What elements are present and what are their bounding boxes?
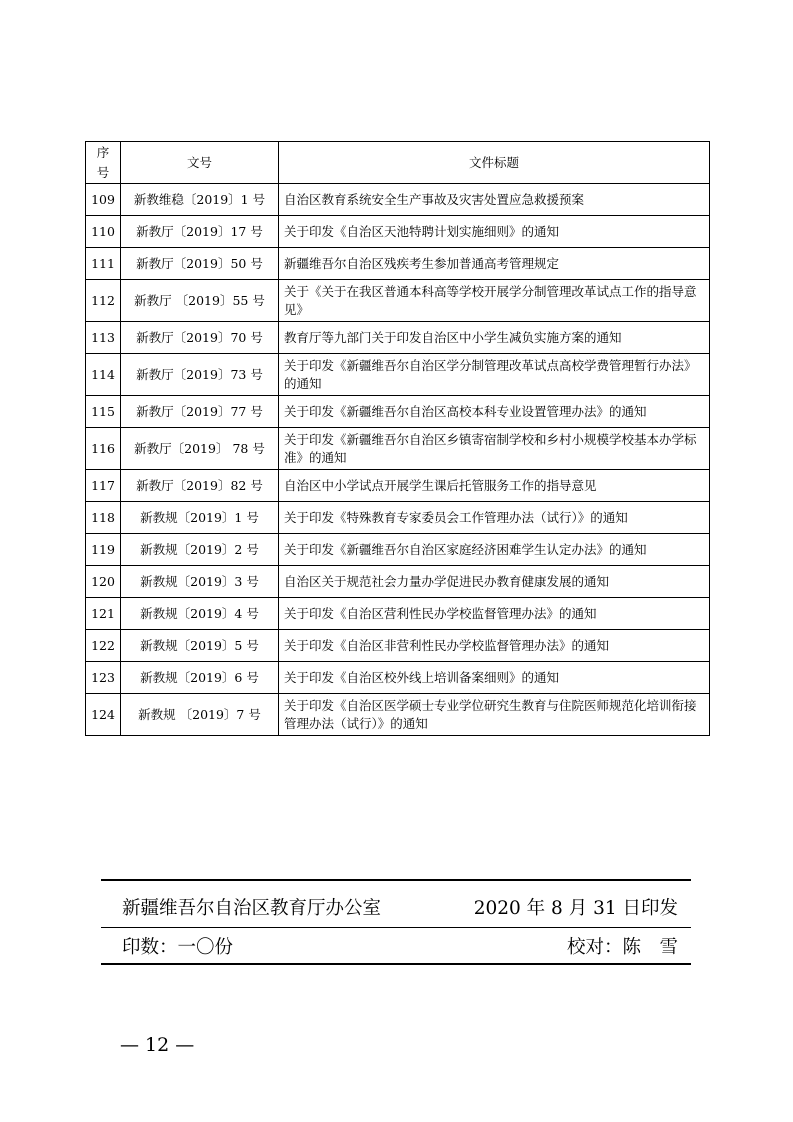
row-serial: 119: [86, 534, 121, 566]
row-serial: 116: [86, 428, 121, 470]
table-row: [86, 630, 710, 662]
row-title: 关于印发《自治区医学硕士专业学位研究生教育与住院医师规范化培训衔接管理办法（试行）》的通知: [279, 694, 710, 736]
table-row: [86, 470, 710, 502]
row-serial: 112: [86, 280, 121, 322]
row-title: 关于印发《自治区天池特聘计划实施细则》的通知: [279, 216, 710, 248]
row-serial: 124: [86, 694, 121, 736]
table-header-row: [86, 142, 710, 184]
table-row: [86, 184, 710, 216]
row-doc-number: 新教维稳〔2019〕1 号: [121, 184, 279, 216]
row-doc-number: 新教规〔2019〕6 号: [121, 662, 279, 694]
row-doc-number: 新教规〔2019〕2 号: [121, 534, 279, 566]
row-title: 关于印发《新疆维吾尔自治区学分制管理改革试点高校学费管理暂行办法》的通知: [279, 354, 710, 396]
footer-middle-rule: [101, 927, 691, 928]
table-row: [86, 566, 710, 598]
page-number: — 12 —: [120, 1034, 195, 1056]
row-serial: 114: [86, 354, 121, 396]
row-doc-number: 新教厅〔2019〕50 号: [121, 248, 279, 280]
row-doc-number: 新教规〔2019〕1 号: [121, 502, 279, 534]
table-row: [86, 396, 710, 428]
table-row: [86, 662, 710, 694]
table-row: [86, 280, 710, 322]
footer-bottom-rule: [101, 963, 691, 965]
table-row: [86, 354, 710, 396]
row-serial: 115: [86, 396, 121, 428]
table-row: [86, 598, 710, 630]
row-doc-number: 新教厅〔2019〕 78 号: [121, 428, 279, 470]
footer-top-rule: [101, 879, 691, 881]
row-serial: 109: [86, 184, 121, 216]
header-document-number: 文号: [121, 142, 279, 184]
document-index-table: [85, 141, 710, 736]
row-doc-number: 新教厅〔2019〕70 号: [121, 322, 279, 354]
print-copies: 印数：一〇份: [122, 937, 234, 958]
row-doc-number: 新教规 〔2019〕7 号: [121, 694, 279, 736]
row-serial: 118: [86, 502, 121, 534]
row-serial: 117: [86, 470, 121, 502]
table-row: [86, 428, 710, 470]
table-row: [86, 322, 710, 354]
issue-date: 2020 年 8 月 31 日印发: [473, 898, 678, 919]
row-title: 自治区关于规范社会力量办学促进民办教育健康发展的通知: [279, 566, 710, 598]
row-doc-number: 新教厅〔2019〕77 号: [121, 396, 279, 428]
footer-issuer-row: [122, 892, 678, 922]
row-title: 关于印发《特殊教育专家委员会工作管理办法（试行）》的通知: [279, 502, 710, 534]
row-title: 自治区中小学试点开展学生课后托管服务工作的指导意见: [279, 470, 710, 502]
row-title: 关于印发《新疆维吾尔自治区乡镇寄宿制学校和乡村小规模学校基本办学标准》的通知: [279, 428, 710, 470]
row-serial: 121: [86, 598, 121, 630]
issuer-name: 新疆维吾尔自治区教育厅办公室: [122, 898, 382, 919]
table-row: [86, 534, 710, 566]
row-doc-number: 新教厅〔2019〕17 号: [121, 216, 279, 248]
row-title: 关于印发《自治区营利性民办学校监督管理办法》的通知: [279, 598, 710, 630]
row-serial: 123: [86, 662, 121, 694]
row-title: 自治区教育系统安全生产事故及灾害处置应急救援预案: [279, 184, 710, 216]
table-row: [86, 248, 710, 280]
row-title: 关于印发《新疆维吾尔自治区高校本科专业设置管理办法》的通知: [279, 396, 710, 428]
table-row: [86, 216, 710, 248]
header-serial-number: 序号: [86, 142, 121, 184]
row-doc-number: 新教厅〔2019〕82 号: [121, 470, 279, 502]
table-row: [86, 502, 710, 534]
table-row: [86, 694, 710, 736]
row-doc-number: 新教规〔2019〕3 号: [121, 566, 279, 598]
row-serial: 111: [86, 248, 121, 280]
row-title: 关于印发《自治区校外线上培训备案细则》的通知: [279, 662, 710, 694]
row-title: 教育厅等九部门关于印发自治区中小学生减负实施方案的通知: [279, 322, 710, 354]
header-document-title: 文件标题: [279, 142, 710, 184]
row-serial: 110: [86, 216, 121, 248]
row-serial: 122: [86, 630, 121, 662]
row-doc-number: 新教规〔2019〕5 号: [121, 630, 279, 662]
row-serial: 113: [86, 322, 121, 354]
row-title: 新疆维吾尔自治区残疾考生参加普通高考管理规定: [279, 248, 710, 280]
proofreader: 校对：陈 雪: [566, 937, 678, 958]
row-title: 关于印发《新疆维吾尔自治区家庭经济困难学生认定办法》的通知: [279, 534, 710, 566]
row-title: 关于《关于在我区普通本科高等学校开展学分制管理改革试点工作的指导意见》: [279, 280, 710, 322]
row-title: 关于印发《自治区非营利性民办学校监督管理办法》的通知: [279, 630, 710, 662]
row-serial: 120: [86, 566, 121, 598]
footer-copies-row: [122, 931, 678, 961]
row-doc-number: 新教规〔2019〕4 号: [121, 598, 279, 630]
row-doc-number: 新教厅〔2019〕73 号: [121, 354, 279, 396]
row-doc-number: 新教厅 〔2019〕55 号: [121, 280, 279, 322]
